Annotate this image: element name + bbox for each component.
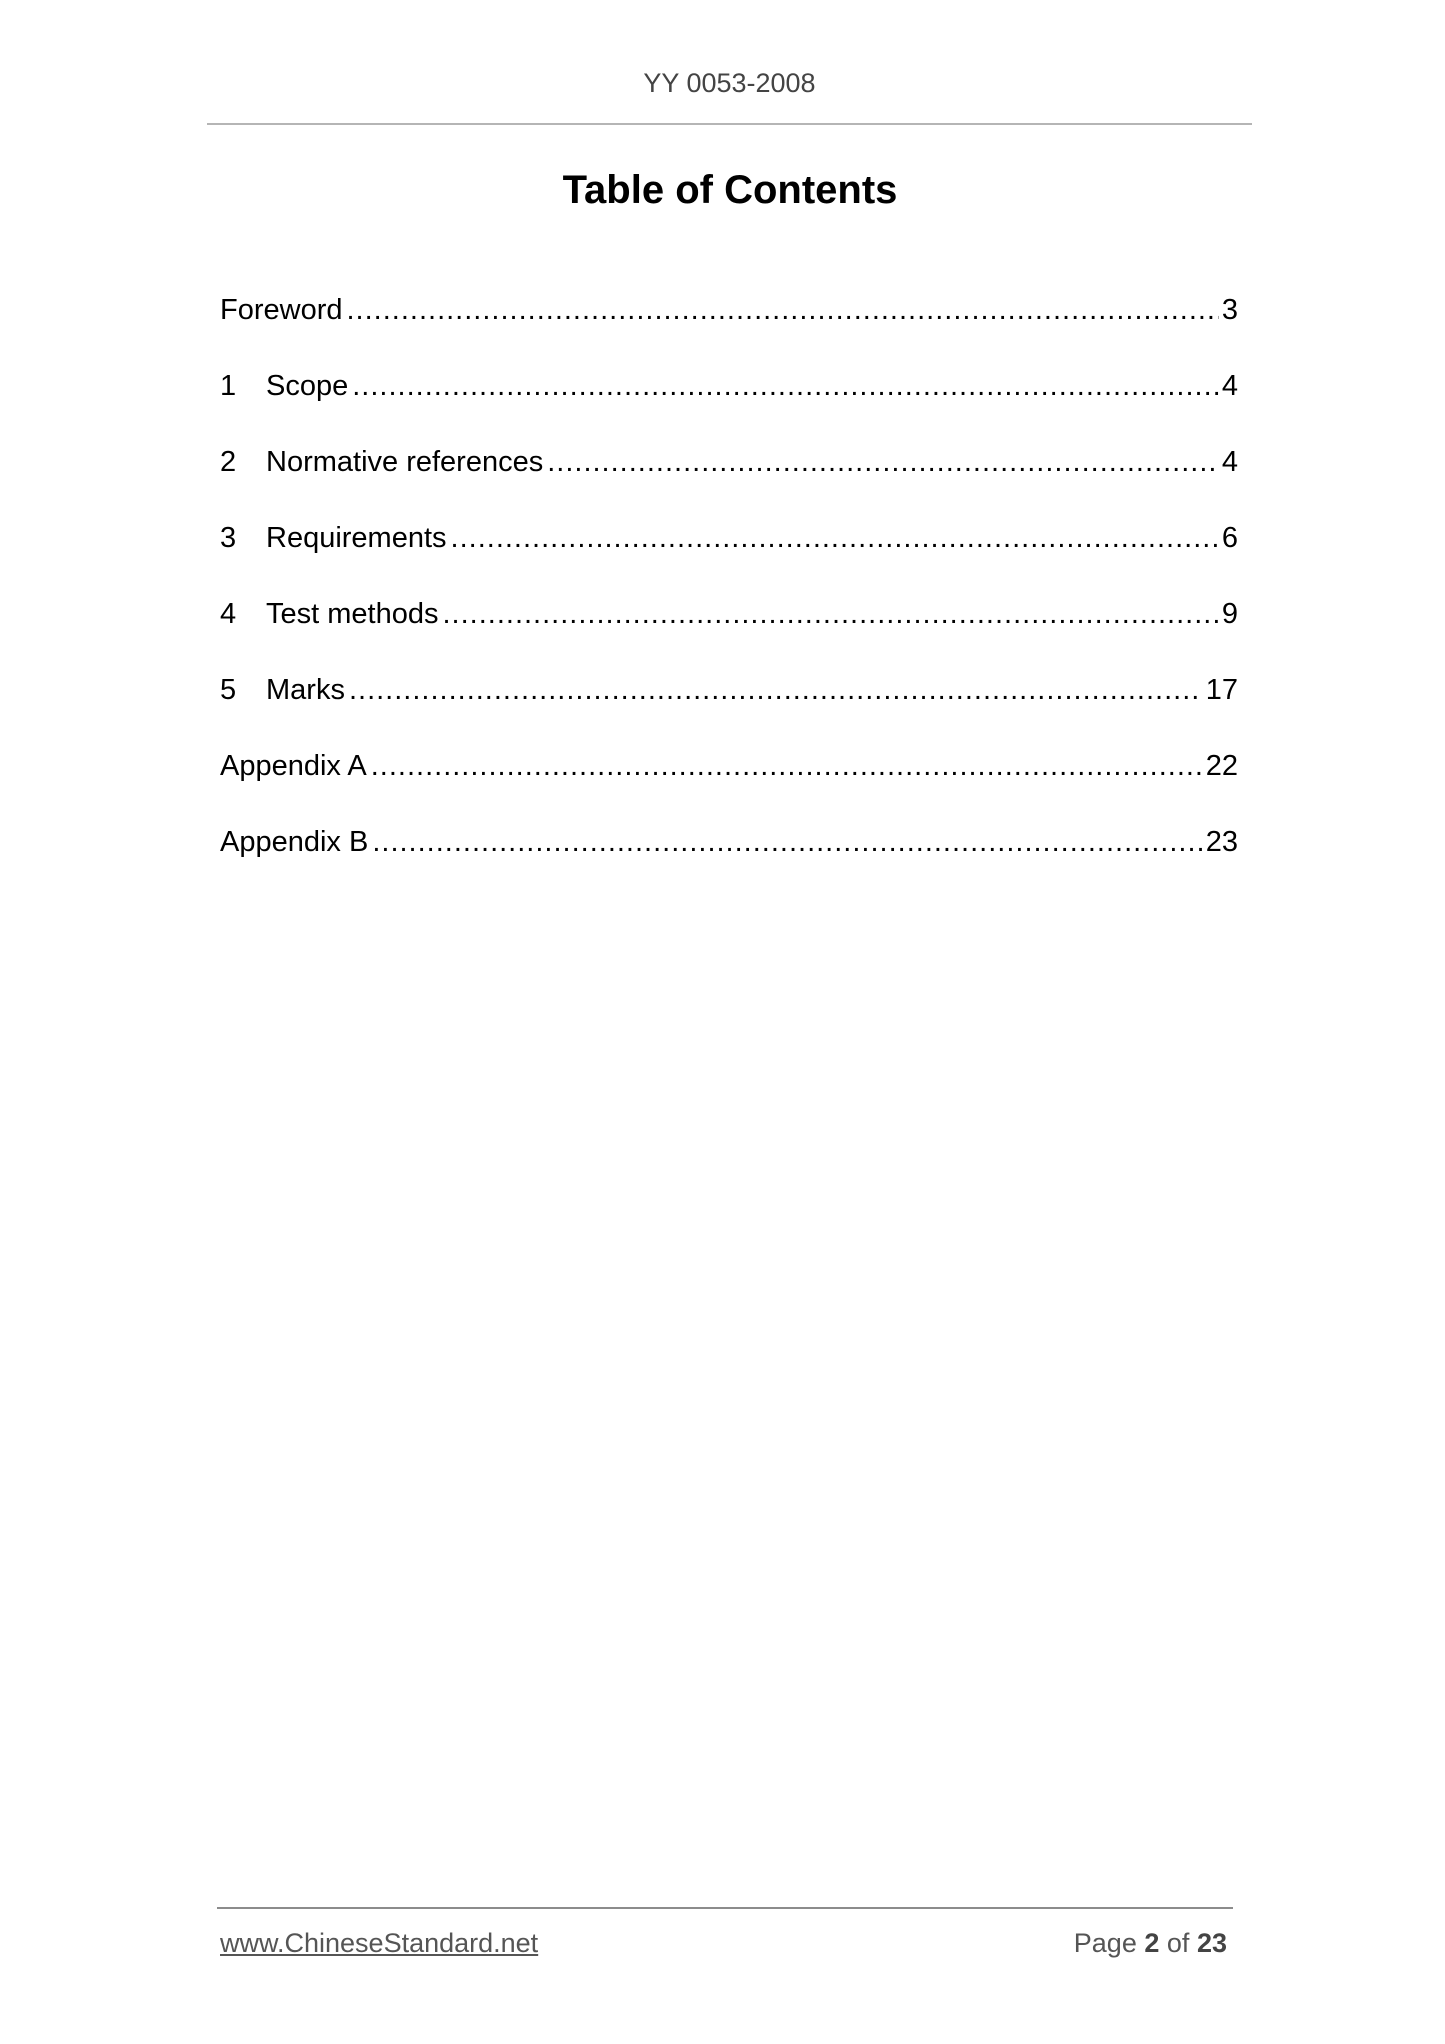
toc-entry-number: 4	[220, 598, 237, 630]
footer-divider	[217, 1907, 1233, 1909]
toc-entry-label: Foreword	[220, 294, 343, 326]
toc-entry-appendix-b[interactable]	[220, 822, 1238, 862]
toc-entry-page: 17	[1205, 674, 1238, 706]
toc-entry-page: 4	[1221, 370, 1238, 402]
toc-dot-leader	[347, 290, 1219, 330]
toc-entry-number: 5	[220, 674, 237, 706]
toc-entry-label: Requirements	[266, 522, 447, 554]
toc-entry-foreword[interactable]	[220, 290, 1238, 330]
toc-dot-leader	[547, 442, 1219, 482]
toc-dot-leader	[451, 518, 1219, 558]
toc-entry-page: 6	[1221, 522, 1238, 554]
toc-dot-leader	[442, 594, 1218, 634]
page-of: of	[1166, 1928, 1190, 1958]
toc-dot-leader	[352, 366, 1219, 406]
toc-entry-page: 4	[1221, 446, 1238, 478]
toc-entry-page: 3	[1221, 294, 1238, 326]
toc-entry-label: Marks	[266, 674, 345, 706]
toc-dot-leader	[349, 670, 1203, 710]
toc-entry-requirements[interactable]	[220, 518, 1238, 558]
document-id-header: YY 0053-2008	[643, 68, 816, 98]
toc-entry-scope[interactable]	[220, 366, 1238, 406]
toc-entry-page: 23	[1205, 826, 1238, 858]
toc-dot-leader	[371, 746, 1203, 786]
total-pages: 23	[1196, 1928, 1227, 1958]
toc-entry-label: Appendix B	[220, 826, 369, 858]
page-indicator	[1074, 1928, 1227, 1959]
toc-entry-appendix-a[interactable]	[220, 746, 1238, 786]
toc-entry-label: Appendix A	[220, 750, 367, 782]
toc-entry-test-methods[interactable]	[220, 594, 1238, 634]
toc-entry-page: 22	[1205, 750, 1238, 782]
toc-entry-number: 3	[220, 522, 237, 554]
website-link[interactable]: www.ChineseStandard.net	[220, 1928, 539, 1958]
page-prefix: Page	[1073, 1928, 1137, 1958]
toc-dot-leader	[372, 822, 1202, 862]
toc-entry-page: 9	[1221, 598, 1238, 630]
current-page-number: 2	[1144, 1928, 1160, 1958]
header-divider	[207, 123, 1252, 125]
toc-entry-number: 2	[220, 446, 237, 478]
toc-entry-label: Normative references	[266, 446, 544, 478]
toc-entry-label: Test methods	[266, 598, 439, 630]
toc-entry-normative-references[interactable]	[220, 442, 1238, 482]
toc-entry-label: Scope	[266, 370, 349, 402]
toc-entry-marks[interactable]	[220, 670, 1238, 710]
page-title: Table of Contents	[562, 168, 898, 212]
toc-entry-number: 1	[220, 370, 237, 402]
